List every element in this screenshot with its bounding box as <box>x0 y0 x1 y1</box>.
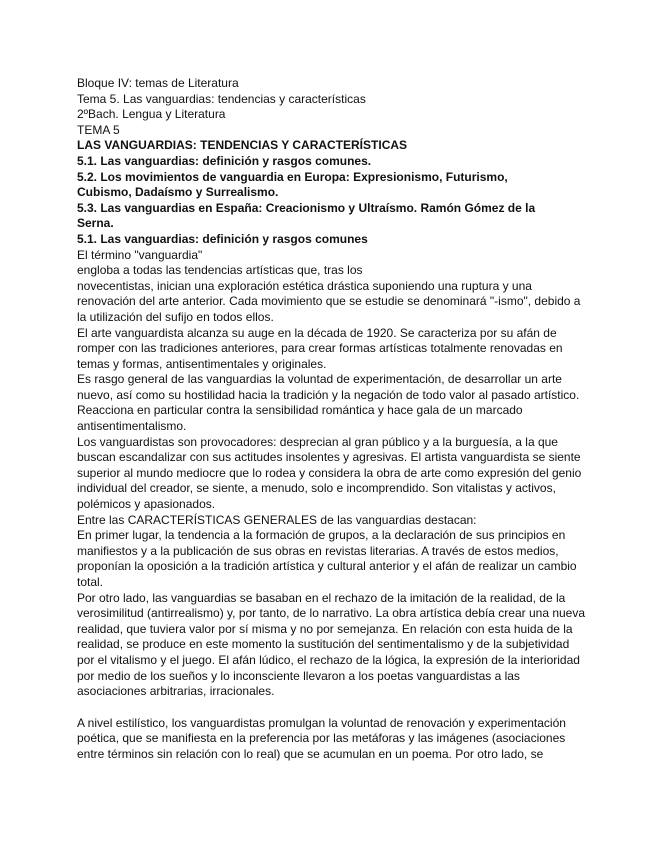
index-item-5-3-line-2: Serna. <box>77 216 114 231</box>
text-line: poética, que se manifiesta en la preferencia por las metáforas y las imágenes (asociaciones <box>77 731 566 746</box>
paragraph <box>77 513 577 529</box>
text-line: A nivel estilístico, los vanguardistas promulgan la voluntad de renovación y experimentación <box>77 715 566 730</box>
text-line: buscan escandalizar con sus actitudes insolentes y agresivas. El artista vanguardista se siente <box>77 450 581 465</box>
text-line: El término "vanguardia" <box>77 247 203 262</box>
text-line: entre términos sin relación con lo real) que se acumulan en un poema. Por otro lado, se <box>77 746 544 761</box>
paragraph-gap <box>77 700 577 716</box>
paragraph <box>77 326 577 373</box>
text-line: manifiestos y a la publicación de sus obras en revistas literarias. A través de estos medios, <box>77 543 559 558</box>
text-line: romper con las tradiciones anteriores, para crear formas artísticas totalmente renovadas en <box>77 341 563 356</box>
paragraph <box>77 434 582 513</box>
index-item-5-3-line-1: 5.3. Las vanguardias en España: Creacionismo y Ultraísmo. Ramón Gómez de la <box>77 200 536 215</box>
topic-index <box>77 154 577 232</box>
text-line: novecentistas, inician una exploración estética drástica suponiendo una ruptura y una <box>77 278 532 293</box>
document-title: LAS VANGUARDIAS: TENDENCIAS Y CARACTERÍSTICAS <box>77 138 408 153</box>
text-line: En primer lugar, la tendencia a la formación de grupos, a la declaración de sus principios en <box>77 528 566 543</box>
text-line: Es rasgo general de las vanguardias la voluntad de experimentación, de desarrollar un arte <box>77 372 562 387</box>
index-item-5-2-line-1: 5.2. Los movimientos de vanguardia en Europa: Expresionismo, Futurismo, <box>77 169 508 184</box>
text-line: El arte vanguardista alcanza su auge en la década de 1920. Se caracteriza por su afán de <box>77 325 557 340</box>
text-line: Por otro lado, las vanguardias se basaban en el rechazo de la imitación de la realidad, de la <box>77 590 566 605</box>
text-line: Reacciona en particular contra la sensibilidad romántica y hace gala de un marcado <box>77 403 523 418</box>
text-line: asociaciones arbitrarias, irracionales. <box>77 684 275 699</box>
header-tema-subtitle: Tema 5. Las vanguardias: tendencias y características <box>77 91 366 106</box>
text-line: Entre las CARACTERÍSTICAS GENERALES de las vanguardias destacan: <box>77 512 477 527</box>
paragraph <box>77 278 581 326</box>
paragraph <box>77 248 577 264</box>
document-page <box>77 76 586 763</box>
header-curso: 2ºBach. Lengua y Literatura <box>77 107 226 122</box>
header-bloque: Bloque IV: temas de Literatura <box>77 76 239 90</box>
text-line: total. <box>77 575 104 589</box>
section-heading: 5.1. Las vanguardias: definición y rasgos comunes <box>77 231 368 246</box>
text-line: la utilización del sufijo en todos ellos. <box>77 309 274 324</box>
paragraph <box>77 263 577 279</box>
text-line: polémicos y apasionados. <box>77 497 216 512</box>
paragraph <box>77 590 586 700</box>
text-line: realidad, que tuviera valor por sí misma y no por semejanza. En relación con esta huida de la <box>77 621 573 636</box>
paragraph <box>77 716 577 763</box>
paragraph <box>77 372 580 434</box>
text-line: temas y formas, antisentimentales y originales. <box>77 356 327 371</box>
text-line: verosimilitud (antirrealismo) y, por tanto, de lo narrativo. La obra artística debía crear una nueva <box>77 606 586 621</box>
text-line: por el vitalismo y el juego. El afán lúdico, el rechazo de la lógica, la expresión de la interioridad <box>77 652 580 667</box>
index-item-5-1: 5.1. Las vanguardias: definición y rasgos comunes. <box>77 153 372 168</box>
text-line: nuevo, así como su hostilidad hacia la tradición y la negación de todo valor al pasado artístico. <box>77 387 580 402</box>
body-text <box>77 247 586 763</box>
text-line: engloba a todas las tendencias artísticas que, tras los <box>77 263 363 278</box>
text-line: Los vanguardistas son provocadores: desprecian al gran público y a la burguesía, a la que <box>77 434 558 449</box>
header-tema-number: TEMA 5 <box>77 122 120 137</box>
index-item-5-2-line-2: Cubismo, Dadaísmo y Surrealismo. <box>77 185 279 200</box>
text-line: realidad, se produce en este momento la sustitución del sentimentalismo y de la subjetividad <box>77 637 570 652</box>
text-line: superior al mundo mediocre que lo rodea y considera la obra de arte como expresión del genio <box>77 465 582 480</box>
text-line: antisentimentalismo. <box>77 419 187 434</box>
paragraph <box>77 528 577 590</box>
text-line: por medio de los sueños y lo inconsciente llevaron a los poetas vanguardistas a las <box>77 668 520 683</box>
text-line: renovación del arte anterior. Cada movimiento que se estudie se denominará "-ismo", debido a <box>77 294 581 309</box>
text-line: individual del creador, se siente, a menudo, solo e incomprendido. Son vitalistas y activos, <box>77 481 556 496</box>
text-line: proponían la oposición a la tradición artística y cultural anterior y el afán de realizar un cambio <box>77 559 577 574</box>
